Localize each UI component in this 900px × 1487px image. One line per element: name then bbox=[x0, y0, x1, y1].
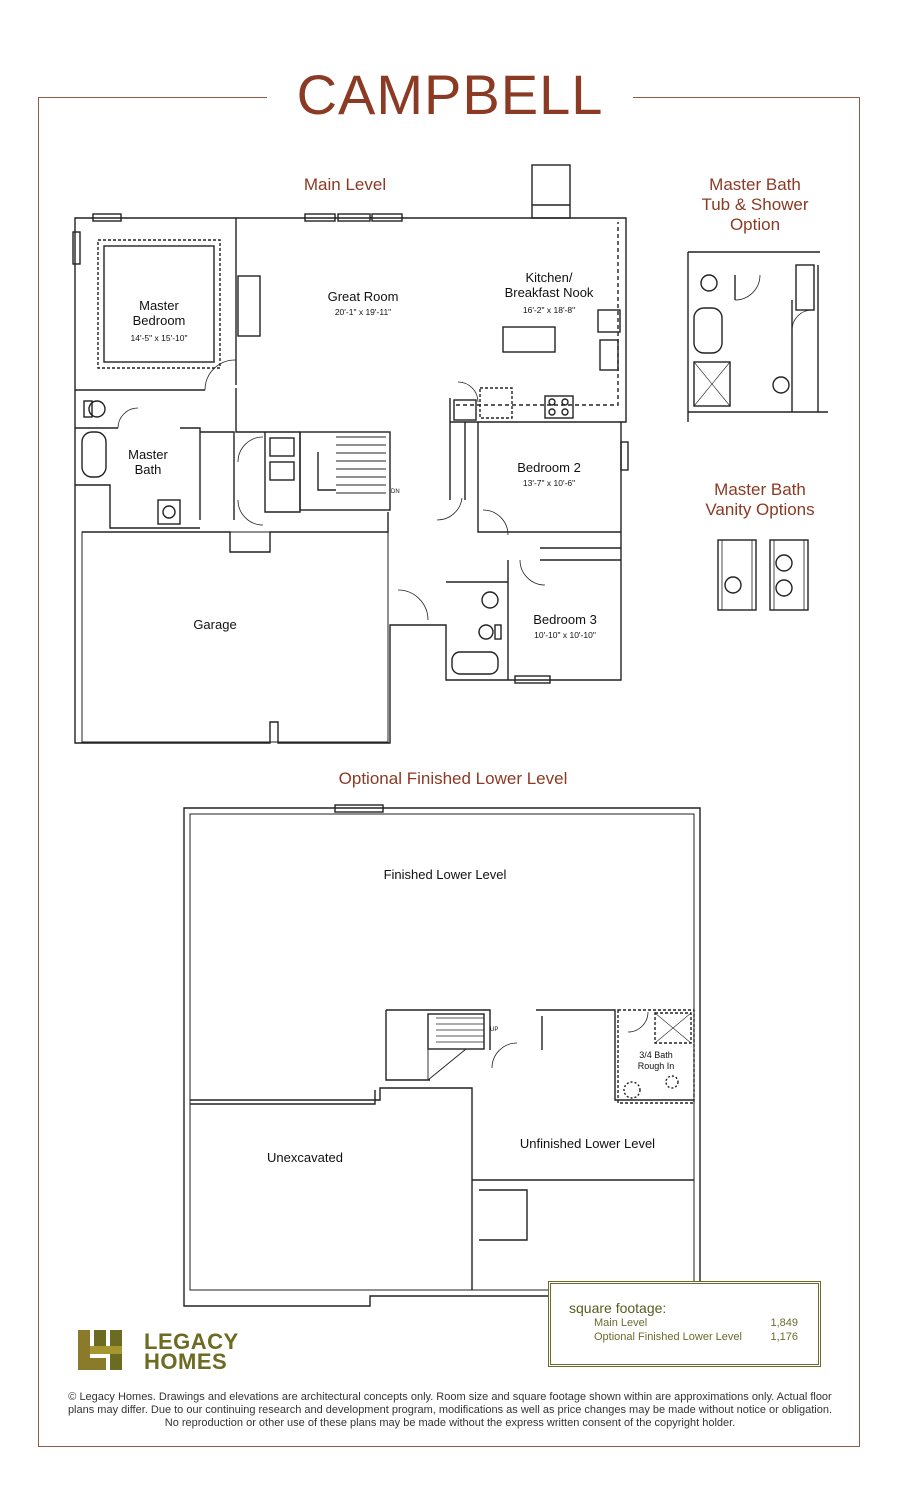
plan-title: CAMPBELL bbox=[0, 62, 900, 127]
master-bedroom-label: Master Bedroom 14'-5" x 15'-10" bbox=[130, 298, 188, 343]
finished-lower-level-label: Finished Lower Level bbox=[383, 867, 507, 882]
stair-up-label: UP bbox=[490, 1027, 499, 1033]
tub-shower-option-heading: Master Bath Tub & Shower Option bbox=[701, 175, 809, 234]
bath-rough-in-label: 3/4 Bath Rough In bbox=[637, 1050, 675, 1071]
sqft-main-label: Main Level bbox=[594, 1317, 648, 1329]
legacy-homes-logo-icon bbox=[78, 1330, 134, 1370]
sqft-lower-value: 1,176 bbox=[770, 1331, 798, 1343]
main-level-heading: Main Level bbox=[303, 175, 387, 194]
bedroom-3-label: Bedroom 3 10'-10" x 10'-10" bbox=[533, 612, 597, 640]
lower-level-heading: Optional Finished Lower Level bbox=[338, 769, 568, 788]
garage-label: Garage bbox=[193, 617, 237, 632]
brand-wordmark: LEGACY HOMES bbox=[144, 1329, 239, 1374]
vanity-options-heading: Master Bath Vanity Options bbox=[705, 480, 815, 519]
sqft-lower-label: Optional Finished Lower Level bbox=[594, 1331, 742, 1343]
square-footage-box bbox=[548, 1281, 821, 1367]
unexcavated-label: Unexcavated bbox=[267, 1150, 343, 1165]
master-bath-label: Master Bath bbox=[128, 447, 168, 477]
sqft-main-value: 1,849 bbox=[770, 1317, 798, 1329]
great-room-label: Great Room 20'-1" x 19'-11" bbox=[327, 289, 399, 317]
stair-down-label: DN bbox=[391, 489, 400, 495]
kitchen-label: Kitchen/ Breakfast Nook 16'-2" x 18'-8" bbox=[504, 270, 594, 315]
copyright-disclaimer: © Legacy Homes. Drawings and elevations are architectural concepts only. Room size and square footage shown within are approximations only. Actual floor plans may differ. Due to our continuing research and development program, modifications as well as price changes may be made without notice or obligation. No reproduction or other use of these plans may be made without the express written consent of the copyright holder. bbox=[67, 1391, 833, 1429]
square-footage-title: square footage: bbox=[569, 1300, 667, 1316]
unfinished-lower-level-label: Unfinished Lower Level bbox=[519, 1136, 656, 1151]
bedroom-2-label: Bedroom 2 13'-7" x 10'-6" bbox=[517, 460, 581, 488]
